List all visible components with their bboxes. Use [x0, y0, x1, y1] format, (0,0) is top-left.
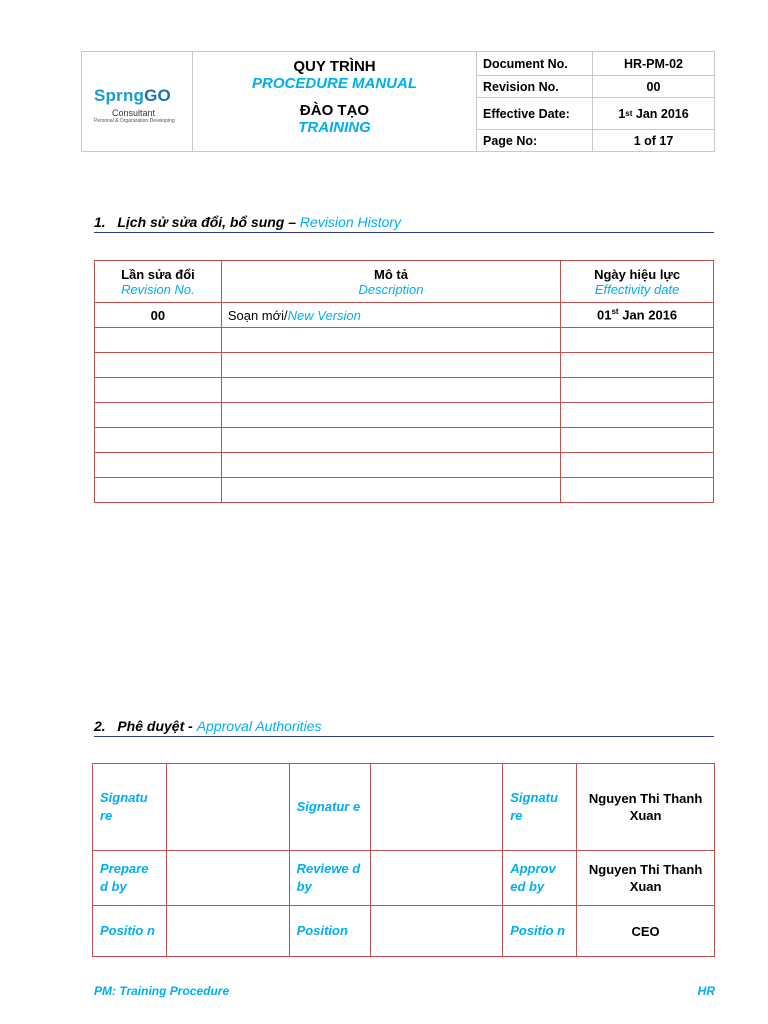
label-signature-reviewed: Signatur e — [289, 764, 370, 851]
header-effectivity-date: Ngày hiệu lực Effectivity date — [561, 261, 714, 303]
table-cell — [561, 328, 714, 353]
table-cell — [221, 478, 560, 503]
document-meta — [477, 52, 714, 151]
position-prepared-value — [166, 906, 289, 957]
revision-history-table — [94, 260, 714, 503]
meta-value: 1 of 17 — [633, 133, 674, 148]
table-row — [95, 378, 714, 403]
logo-subtitle: Consultant — [112, 108, 156, 118]
table-row — [95, 403, 714, 428]
table-cell — [561, 428, 714, 453]
reviewed-by-value — [370, 851, 503, 906]
title-en-1: PROCEDURE MANUAL — [252, 75, 417, 92]
approved-by-value: Nguyen Thi Thanh Xuan — [577, 851, 715, 906]
table-cell — [95, 378, 222, 403]
prepared-by-value — [166, 851, 289, 906]
label-position-reviewed: Position — [289, 906, 370, 957]
footer-department: HR — [697, 984, 715, 998]
table-cell — [561, 378, 714, 403]
label-prepared-by: Prepare d by — [93, 851, 167, 906]
position-approved-value: CEO — [577, 906, 715, 957]
meta-value: 1 st Jan 2016 — [618, 106, 689, 121]
meta-label: Effective Date: — [477, 98, 593, 129]
title-vi-2: ĐÀO TẠO — [299, 102, 370, 119]
logo-tagline: Personal & Organization Developing — [94, 118, 175, 124]
table-row — [95, 353, 714, 378]
cell-revision-no: 00 — [95, 303, 222, 328]
prepared-row — [93, 851, 715, 906]
table-cell — [221, 353, 560, 378]
meta-row — [477, 52, 714, 76]
table-cell — [561, 453, 714, 478]
table-cell — [221, 378, 560, 403]
table-cell — [561, 478, 714, 503]
table-cell — [95, 428, 222, 453]
position-reviewed-value — [370, 906, 503, 957]
table-header-row — [95, 261, 714, 303]
table-cell — [561, 353, 714, 378]
section-approval-title: 2. Phê duyệt - Approval Authorities — [94, 718, 714, 737]
table-cell — [561, 403, 714, 428]
table-cell — [95, 453, 222, 478]
label-position-approved: Positio n — [503, 906, 577, 957]
signature-name-approved: Nguyen Thi Thanh Xuan — [577, 764, 715, 851]
meta-value: 00 — [646, 79, 661, 94]
cell-effectivity-date: 01st Jan 2016 — [561, 303, 714, 328]
section-revision-history-title: 1. Lịch sử sửa đổi, bổ sung – Revision History — [94, 214, 714, 233]
header-revision-no: Lần sửa đổi Revision No. — [95, 261, 222, 303]
meta-label: Revision No. — [477, 76, 593, 97]
table-cell — [95, 328, 222, 353]
meta-row — [477, 98, 714, 130]
label-reviewed-by: Reviewe d by — [289, 851, 370, 906]
label-approved-by: Approv ed by — [503, 851, 577, 906]
table-cell — [95, 403, 222, 428]
logo-wordmark: SprngGO — [94, 86, 171, 105]
table-row — [95, 328, 714, 353]
table-row — [95, 478, 714, 503]
table-cell — [221, 453, 560, 478]
table-row — [95, 453, 714, 478]
label-signature-approved: Signatu re — [503, 764, 577, 851]
label-position-prepared: Positio n — [93, 906, 167, 957]
table-cell — [221, 428, 560, 453]
table-cell — [221, 328, 560, 353]
header-description: Mô tả Description — [221, 261, 560, 303]
company-logo — [82, 52, 193, 151]
footer-document-name: PM: Training Procedure — [94, 984, 230, 998]
title-vi-1: QUY TRÌNH — [293, 58, 376, 75]
title-en-2: TRAINING — [298, 119, 371, 136]
table-cell — [95, 478, 222, 503]
meta-label: Document No. — [477, 52, 593, 75]
table-row — [95, 428, 714, 453]
signature-field-reviewed — [370, 764, 503, 851]
document-header — [81, 51, 715, 152]
document-title-block — [193, 52, 477, 151]
table-row — [95, 303, 714, 328]
cell-description: Soạn mới/New Version — [221, 303, 560, 328]
approval-table — [92, 763, 715, 957]
meta-row — [477, 76, 714, 98]
signature-row — [93, 764, 715, 851]
meta-label: Page No: — [477, 130, 593, 151]
meta-row — [477, 130, 714, 151]
position-row — [93, 906, 715, 957]
signature-field-prepared — [166, 764, 289, 851]
label-signature-prepared: Signatu re — [93, 764, 167, 851]
table-cell — [95, 353, 222, 378]
table-cell — [221, 403, 560, 428]
meta-value: HR-PM-02 — [623, 56, 684, 71]
